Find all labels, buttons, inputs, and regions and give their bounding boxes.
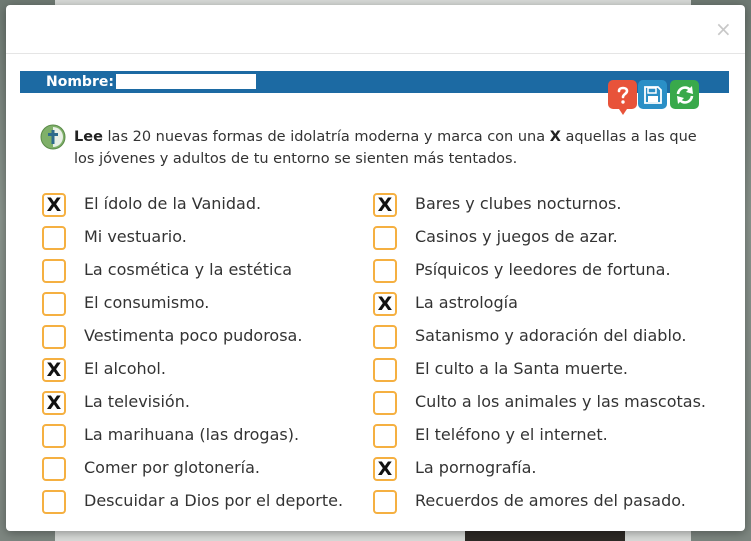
help-button[interactable]: [608, 80, 637, 109]
item-label: El consumismo.: [84, 293, 210, 312]
checkbox[interactable]: [373, 259, 397, 283]
instructions-part-2: aquellas a las que los jóvenes y adultos de tu entorno se sienten más tentados.: [74, 129, 697, 167]
item-label: La marihuana (las drogas).: [84, 425, 300, 444]
item-label: Bares y clubes nocturnos.: [415, 194, 622, 213]
item-label: Satanismo y adoración del diablo.: [415, 326, 687, 345]
read-instruction-icon: [40, 124, 66, 150]
activity-modal: [6, 5, 745, 531]
checklist-item[interactable]: [373, 292, 713, 325]
checkbox[interactable]: [373, 391, 397, 415]
checklist-item[interactable]: [373, 259, 713, 292]
item-label: El culto a la Santa muerte.: [415, 359, 629, 378]
checkbox[interactable]: [42, 226, 66, 250]
instructions-part-1: las 20 nuevas formas de idolatría moderna y marca con una: [102, 129, 550, 145]
item-label: El ídolo de la Vanidad.: [84, 194, 262, 213]
instructions-text: [74, 126, 714, 170]
right-checklist: [373, 193, 713, 523]
item-label: Mi vestuario.: [84, 227, 187, 246]
checkbox[interactable]: [373, 490, 397, 514]
checkbox[interactable]: [42, 424, 66, 448]
checklist-item[interactable]: [373, 325, 713, 358]
checkbox[interactable]: [42, 490, 66, 514]
checkbox[interactable]: [42, 325, 66, 349]
modal-header: [6, 5, 745, 54]
item-label: La pornografía.: [415, 458, 537, 477]
checklist-item[interactable]: [373, 358, 713, 391]
checklist-item[interactable]: [42, 259, 382, 292]
checkbox[interactable]: X: [373, 457, 397, 481]
checkbox[interactable]: [373, 358, 397, 382]
name-input[interactable]: [116, 74, 256, 89]
checklist-item[interactable]: [42, 226, 382, 259]
item-label: La televisión.: [84, 392, 190, 411]
item-label: Psíquicos y leedores de fortuna.: [415, 260, 671, 279]
checklist-item[interactable]: [42, 193, 382, 226]
checklist-item[interactable]: [373, 424, 713, 457]
item-label: Casinos y juegos de azar.: [415, 227, 618, 246]
save-icon: [643, 85, 663, 105]
instructions-mark: X: [549, 129, 561, 145]
checkbox[interactable]: X: [373, 292, 397, 316]
checklist-item[interactable]: [373, 490, 713, 523]
checklist-item[interactable]: [42, 325, 382, 358]
checklist-item[interactable]: [42, 424, 382, 457]
item-label: La astrología: [415, 293, 518, 312]
item-label: El alcohol.: [84, 359, 166, 378]
checkbox[interactable]: [373, 226, 397, 250]
checkbox[interactable]: [373, 325, 397, 349]
left-checklist: [42, 193, 382, 523]
checklist-item[interactable]: [42, 391, 382, 424]
instructions-lead: Lee: [74, 129, 103, 145]
checkbox[interactable]: [42, 259, 66, 283]
name-label: Nombre:: [46, 74, 114, 90]
checklist-item[interactable]: [373, 193, 713, 226]
item-label: El teléfono y el internet.: [415, 425, 608, 444]
checklist-item[interactable]: [42, 358, 382, 391]
item-label: Vestimenta poco pudorosa.: [84, 326, 303, 345]
checkbox[interactable]: X: [42, 193, 66, 217]
item-label: La cosmética y la estética: [84, 260, 293, 279]
checklist-item[interactable]: [373, 391, 713, 424]
item-label: Descuidar a Dios por el deporte.: [84, 491, 344, 510]
item-label: Culto a los animales y las mascotas.: [415, 392, 706, 411]
item-label: Recuerdos de amores del pasado.: [415, 491, 686, 510]
checkbox[interactable]: X: [42, 358, 66, 382]
reset-button[interactable]: [670, 80, 699, 109]
close-button[interactable]: ×: [715, 17, 732, 41]
checkbox[interactable]: [42, 457, 66, 481]
checkbox[interactable]: [42, 292, 66, 316]
checklist-item[interactable]: [373, 457, 713, 490]
save-button[interactable]: [638, 80, 667, 109]
checklist-item[interactable]: [42, 490, 382, 523]
item-label: Comer por glotonería.: [84, 458, 261, 477]
checkbox[interactable]: X: [42, 391, 66, 415]
checklist-item[interactable]: [373, 226, 713, 259]
checkbox[interactable]: X: [373, 193, 397, 217]
question-icon: [616, 85, 630, 105]
refresh-icon: [674, 84, 696, 106]
background-image-strip: [465, 531, 625, 541]
checklist-item[interactable]: [42, 292, 382, 325]
checklist-item[interactable]: [42, 457, 382, 490]
checkbox[interactable]: [373, 424, 397, 448]
